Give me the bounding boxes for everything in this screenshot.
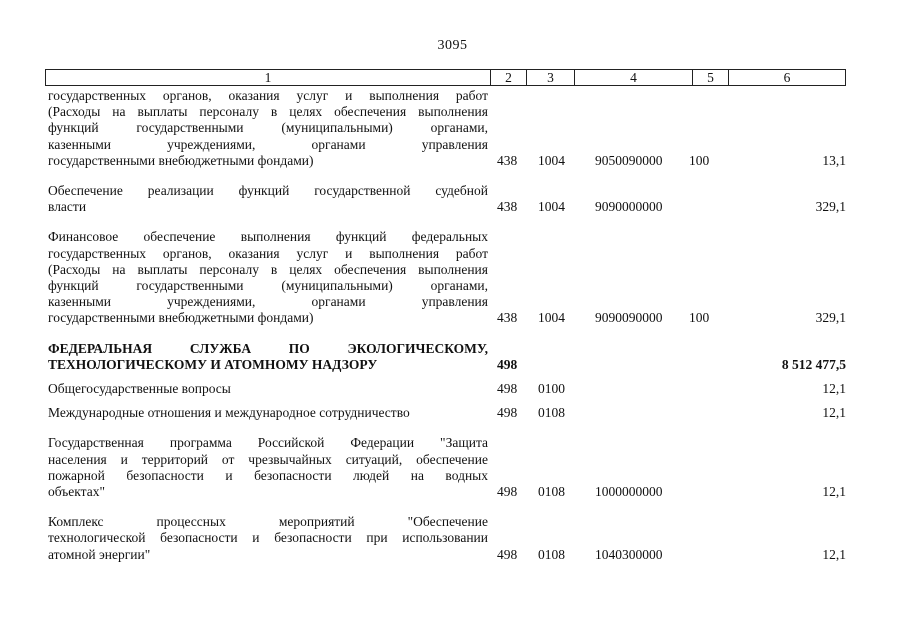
table-row: [48, 514, 848, 563]
table-row: [48, 183, 848, 215]
cell-col-2: 498: [497, 484, 518, 500]
row-description: [48, 88, 488, 169]
description-line: атомной энергии": [48, 546, 151, 562]
description-line: функций государственными (муниципальными) органами,: [48, 120, 488, 136]
description-line: власти: [48, 199, 87, 215]
cell-col-5: 100: [689, 310, 710, 326]
page-number: 3095: [437, 38, 468, 53]
description-line: технологической безопасности и безопасности при использовании: [48, 530, 488, 546]
cell-col-3: 1004: [538, 152, 565, 168]
table-row: [48, 435, 848, 500]
cell-col-3: 0108: [538, 484, 565, 500]
cell-col-5: 100: [689, 152, 710, 168]
header-col-6: 6: [728, 70, 845, 85]
description-line: ТЕХНОЛОГИЧЕСКОМУ И АТОМНОМУ НАДЗОРУ: [48, 356, 378, 372]
row-description: [48, 183, 488, 215]
cell-col-3: 0108: [538, 546, 565, 562]
description-line: населения и территорий от чрезвычайных ситуаций, обеспечение: [48, 451, 488, 467]
cell-col-3: 1004: [538, 310, 565, 326]
table-row: [48, 405, 848, 421]
description-line: (Расходы на выплаты персоналу в целях обеспечения выполнения: [48, 104, 488, 120]
cell-col-2: 438: [497, 199, 518, 215]
description-line: ФЕДЕРАЛЬНАЯ СЛУЖБА ПО ЭКОЛОГИЧЕСКОМУ,: [48, 340, 488, 356]
description-line: функций государственными (муниципальными) органами,: [48, 278, 488, 294]
cell-col-3: 0108: [538, 405, 565, 421]
description-line: Финансовое обеспечение выполнения функций федеральных: [48, 229, 488, 245]
description-line: Комплекс процессных мероприятий "Обеспечение: [48, 514, 488, 530]
cell-col-2: 438: [497, 310, 518, 326]
cell-col-3: 1004: [538, 199, 565, 215]
cell-col-4: 1000000000: [595, 484, 663, 500]
cell-col-4: 9090000000: [595, 199, 663, 215]
description-line: Общегосударственные вопросы: [48, 381, 231, 397]
row-description: [48, 229, 488, 326]
description-line: казенными учреждениями, органами управления: [48, 294, 488, 310]
table-header: [45, 69, 846, 86]
cell-col-6: 12,1: [822, 381, 846, 397]
description-line: пожарной безопасности и безопасности людей на водных: [48, 467, 488, 483]
cell-col-2: 498: [497, 356, 518, 372]
description-line: Государственная программа Российской Федерации "Защита: [48, 435, 488, 451]
header-col-2: 2: [490, 70, 526, 85]
cell-col-6: 12,1: [822, 405, 846, 421]
cell-col-4: 9090090000: [595, 310, 663, 326]
row-description: [48, 341, 488, 373]
header-col-5: 5: [692, 70, 728, 85]
header-col-4: 4: [574, 70, 692, 85]
cell-col-4: 1040300000: [595, 546, 663, 562]
description-line: государственными внебюджетными фондами): [48, 152, 314, 168]
description-line: Международные отношения и международное сотрудничество: [48, 405, 410, 421]
header-col-1: 1: [264, 70, 272, 85]
cell-col-6: 13,1: [822, 152, 846, 168]
cell-col-6: 12,1: [822, 484, 846, 500]
table-row: [48, 229, 848, 326]
table-row: [48, 341, 848, 373]
cell-col-3: 0100: [538, 381, 565, 397]
row-description: [48, 381, 488, 397]
row-description: [48, 405, 488, 421]
description-line: государственных органов, оказания услуг и выполнения работ: [48, 245, 488, 261]
row-description: [48, 514, 488, 563]
cell-col-2: 498: [497, 405, 518, 421]
description-line: объектах": [48, 484, 105, 500]
cell-col-6: 329,1: [815, 310, 846, 326]
cell-col-2: 498: [497, 381, 518, 397]
header-col-3: 3: [526, 70, 574, 85]
cell-col-4: 9050090000: [595, 152, 663, 168]
description-line: государственными внебюджетными фондами): [48, 310, 314, 326]
cell-col-2: 438: [497, 152, 518, 168]
description-line: Обеспечение реализации функций государственной судебной: [48, 183, 488, 199]
row-description: [48, 435, 488, 500]
cell-col-6: 12,1: [822, 546, 846, 562]
description-line: (Расходы на выплаты персоналу в целях обеспечения выполнения: [48, 261, 488, 277]
cell-col-6: 329,1: [815, 199, 846, 215]
table-row: [48, 381, 848, 397]
table-body: [48, 88, 848, 563]
description-line: казенными учреждениями, органами управления: [48, 136, 488, 152]
table-row: [48, 88, 848, 169]
cell-col-6: 8 512 477,5: [781, 356, 846, 372]
description-line: государственных органов, оказания услуг и выполнения работ: [48, 88, 488, 103]
cell-col-2: 498: [497, 546, 518, 562]
